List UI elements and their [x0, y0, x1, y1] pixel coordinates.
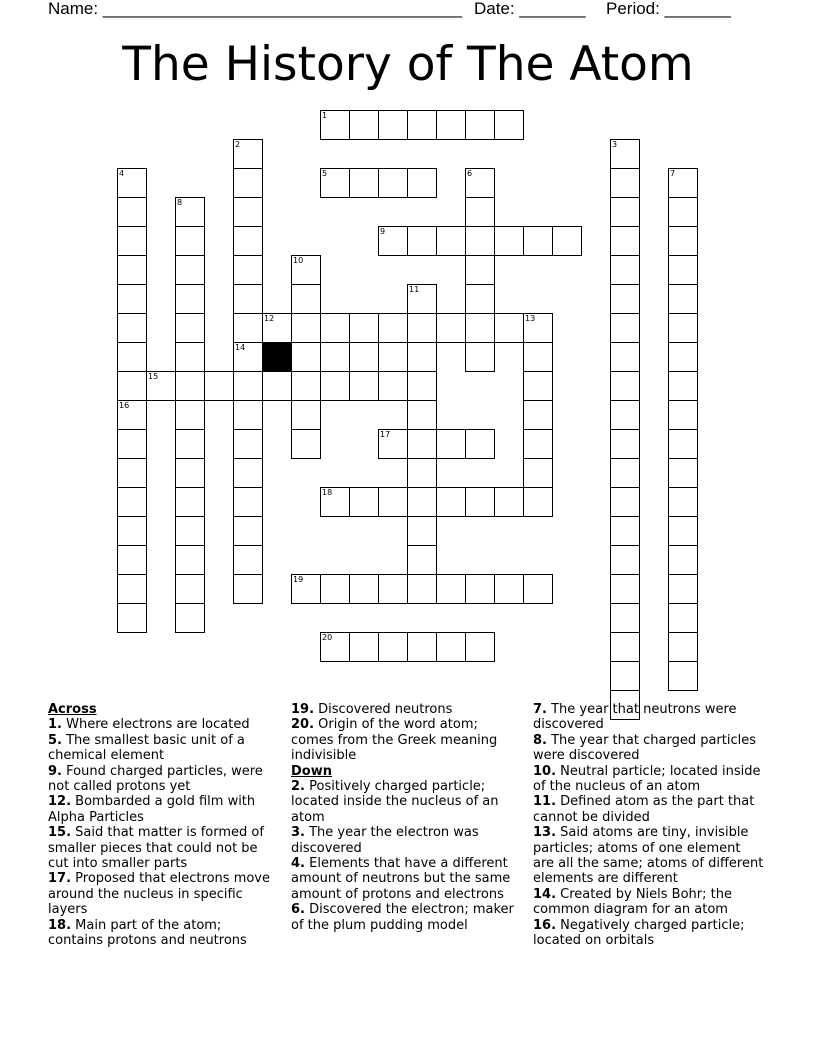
- answer-square[interactable]: [407, 574, 437, 604]
- clue-number: 3: [612, 140, 618, 149]
- answer-square[interactable]: [465, 226, 495, 256]
- answer-square[interactable]: [378, 574, 408, 604]
- clue-number: 16: [119, 401, 130, 410]
- clue-number-label: 1.: [48, 717, 62, 733]
- answer-square[interactable]: [291, 574, 321, 604]
- answer-square[interactable]: [523, 342, 553, 372]
- answer-square[interactable]: [610, 342, 640, 372]
- clue-text: Discovered the electron; maker of the plum pudding model: [291, 902, 514, 933]
- answer-square[interactable]: [465, 255, 495, 285]
- answer-square[interactable]: [407, 458, 437, 488]
- answer-square[interactable]: [233, 487, 263, 517]
- answer-square[interactable]: [262, 371, 292, 401]
- clues-column-1: [48, 702, 280, 949]
- answer-square[interactable]: [668, 603, 698, 633]
- answer-square[interactable]: [262, 313, 292, 343]
- clue-number: 15: [148, 372, 159, 381]
- answer-square[interactable]: [233, 255, 263, 285]
- answer-square[interactable]: [320, 371, 350, 401]
- answer-square[interactable]: [610, 284, 640, 314]
- clue-text: Main part of the atom; contains protons and neutrons: [48, 917, 247, 949]
- clue-item: [291, 856, 523, 902]
- answer-square[interactable]: [291, 342, 321, 372]
- clue-text: Said atoms are tiny, invisible particles; atoms of one element are all the same; atoms of different elements are different: [533, 825, 764, 887]
- answer-square[interactable]: [175, 516, 205, 546]
- answer-square[interactable]: [668, 574, 698, 604]
- clue-number: 17: [380, 430, 391, 439]
- answer-square[interactable]: [407, 545, 437, 575]
- answer-square[interactable]: [610, 458, 640, 488]
- answer-square[interactable]: [117, 603, 147, 633]
- clue-item: [291, 717, 523, 763]
- answer-square[interactable]: [175, 574, 205, 604]
- clue-number-label: 20.: [291, 717, 315, 733]
- clue-text: The year the electron was discovered: [291, 825, 479, 856]
- answer-square[interactable]: [233, 313, 263, 343]
- answer-square[interactable]: [523, 400, 553, 430]
- answer-square[interactable]: [117, 429, 147, 459]
- clues-column-3: [533, 702, 765, 949]
- clue-text: Created by Niels Bohr; the common diagram for an atom: [533, 886, 732, 918]
- clue-number-label: 17.: [48, 871, 72, 887]
- answer-square[interactable]: [233, 284, 263, 314]
- clue-number-label: 19.: [291, 702, 315, 717]
- clue-number-label: 3.: [291, 825, 305, 841]
- answer-square[interactable]: [465, 168, 495, 198]
- answer-square[interactable]: [175, 313, 205, 343]
- black-square: [262, 342, 292, 372]
- answer-square[interactable]: [436, 574, 466, 604]
- answer-square[interactable]: [494, 574, 524, 604]
- answer-square[interactable]: [378, 313, 408, 343]
- answer-square[interactable]: [349, 487, 379, 517]
- answer-square[interactable]: [378, 110, 408, 140]
- answer-square[interactable]: [175, 429, 205, 459]
- answer-square[interactable]: [610, 168, 640, 198]
- answer-square[interactable]: [320, 487, 350, 517]
- clue-text: Bombarded a gold film with Alpha Particles: [48, 794, 256, 825]
- answer-square[interactable]: [610, 197, 640, 227]
- answer-square[interactable]: [668, 168, 698, 198]
- answer-square[interactable]: [175, 371, 205, 401]
- answer-square[interactable]: [117, 226, 147, 256]
- answer-square[interactable]: [668, 226, 698, 256]
- clue-text: Negatively charged particle; located on orbitals: [533, 917, 745, 949]
- clue-item: [48, 794, 280, 825]
- period-field[interactable]: Period: _______: [606, 0, 731, 18]
- answer-square[interactable]: [320, 574, 350, 604]
- answer-square[interactable]: [349, 313, 379, 343]
- answer-square[interactable]: [610, 516, 640, 546]
- clue-item: [533, 794, 765, 825]
- clue-text: Discovered neutrons: [314, 702, 453, 717]
- clue-number-label: 15.: [48, 825, 72, 841]
- clue-item: [291, 779, 523, 825]
- answer-square[interactable]: [175, 400, 205, 430]
- answer-square[interactable]: [378, 226, 408, 256]
- answer-square[interactable]: [233, 226, 263, 256]
- down-heading: Down: [291, 763, 332, 779]
- clue-number: 7: [670, 169, 676, 178]
- clue-number: 6: [467, 169, 473, 178]
- clue-text: Elements that have a different amount of neutrons but the same amount of protons and electrons: [291, 856, 511, 902]
- clue-number: 11: [409, 285, 420, 294]
- answer-square[interactable]: [668, 458, 698, 488]
- clue-number: 18: [322, 488, 333, 497]
- answer-square[interactable]: [291, 400, 321, 430]
- answer-square[interactable]: [436, 429, 466, 459]
- answer-square[interactable]: [465, 197, 495, 227]
- answer-square[interactable]: [320, 632, 350, 662]
- clue-item: [48, 871, 280, 917]
- clues-column-2: [291, 702, 523, 933]
- answer-square[interactable]: [668, 371, 698, 401]
- answer-square[interactable]: [610, 632, 640, 662]
- answer-square[interactable]: [233, 516, 263, 546]
- answer-square[interactable]: [233, 574, 263, 604]
- answer-square[interactable]: [436, 226, 466, 256]
- answer-square[interactable]: [349, 110, 379, 140]
- answer-square[interactable]: [668, 632, 698, 662]
- answer-square[interactable]: [523, 371, 553, 401]
- answer-square[interactable]: [436, 632, 466, 662]
- answer-square[interactable]: [378, 371, 408, 401]
- answer-square[interactable]: [291, 284, 321, 314]
- answer-square[interactable]: [117, 168, 147, 198]
- answer-square[interactable]: [668, 342, 698, 372]
- clue-number: 12: [264, 314, 275, 323]
- clue-text: Defined atom as the part that cannot be divided: [533, 794, 755, 825]
- answer-square[interactable]: [407, 632, 437, 662]
- answer-square[interactable]: [610, 574, 640, 604]
- answer-square[interactable]: [233, 458, 263, 488]
- down-clue-list: [291, 779, 523, 933]
- clue-item: [533, 825, 765, 887]
- answer-square[interactable]: [320, 313, 350, 343]
- across-heading: Across: [48, 702, 97, 717]
- answer-square[interactable]: [523, 429, 553, 459]
- answer-square[interactable]: [378, 429, 408, 459]
- answer-square[interactable]: [407, 168, 437, 198]
- answer-square[interactable]: [378, 342, 408, 372]
- answer-square[interactable]: [610, 226, 640, 256]
- answer-square[interactable]: [175, 284, 205, 314]
- answer-square[interactable]: [291, 255, 321, 285]
- clue-item: [533, 702, 765, 733]
- answer-square[interactable]: [465, 284, 495, 314]
- answer-square[interactable]: [494, 226, 524, 256]
- clue-item: [291, 902, 523, 933]
- clue-text: Neutral particle; located inside of the nucleus of an atom: [533, 763, 761, 795]
- clue-number-label: 4.: [291, 856, 305, 872]
- answer-square[interactable]: [407, 516, 437, 546]
- clue-number-label: 9.: [48, 763, 62, 779]
- answer-square[interactable]: [407, 342, 437, 372]
- answer-square[interactable]: [233, 545, 263, 575]
- clue-number-label: 13.: [533, 825, 557, 841]
- clue-number-label: 7.: [533, 702, 547, 717]
- answer-square[interactable]: [407, 487, 437, 517]
- clue-item: [533, 887, 765, 918]
- answer-square[interactable]: [175, 197, 205, 227]
- clue-item: [48, 918, 280, 949]
- answer-square[interactable]: [407, 429, 437, 459]
- answer-square[interactable]: [610, 400, 640, 430]
- answer-square[interactable]: [233, 371, 263, 401]
- across-clue-list: [48, 717, 280, 948]
- answer-square[interactable]: [465, 342, 495, 372]
- answer-square[interactable]: [494, 487, 524, 517]
- clue-number: 9: [380, 227, 386, 236]
- answer-square[interactable]: [668, 661, 698, 691]
- answer-square[interactable]: [610, 371, 640, 401]
- clue-item: [533, 733, 765, 764]
- answer-square[interactable]: [523, 226, 553, 256]
- answer-square[interactable]: [117, 313, 147, 343]
- answer-square[interactable]: [233, 400, 263, 430]
- answer-square[interactable]: [233, 429, 263, 459]
- answer-square[interactable]: [175, 226, 205, 256]
- answer-square[interactable]: [668, 284, 698, 314]
- answer-square[interactable]: [175, 603, 205, 633]
- answer-square[interactable]: [407, 371, 437, 401]
- answer-square[interactable]: [668, 545, 698, 575]
- answer-square[interactable]: [291, 313, 321, 343]
- answer-square[interactable]: [349, 632, 379, 662]
- clue-item: [291, 825, 523, 856]
- answer-square[interactable]: [378, 632, 408, 662]
- clue-text: The year that neutrons were discovered: [533, 702, 737, 733]
- clue-number-label: 6.: [291, 902, 305, 918]
- answer-square[interactable]: [175, 342, 205, 372]
- clue-item: [533, 764, 765, 795]
- answer-square[interactable]: [465, 632, 495, 662]
- answer-square[interactable]: [668, 516, 698, 546]
- answer-square[interactable]: [175, 545, 205, 575]
- clue-text: The smallest basic unit of a chemical element: [48, 732, 245, 764]
- answer-square[interactable]: [146, 371, 176, 401]
- clue-number: 14: [235, 343, 246, 352]
- clue-number-label: 10.: [533, 763, 557, 779]
- answer-square[interactable]: [610, 313, 640, 343]
- answer-square[interactable]: [117, 255, 147, 285]
- name-field[interactable]: Name: ______________________________________: [48, 0, 463, 18]
- answer-square[interactable]: [610, 603, 640, 633]
- clue-number-label: 8.: [533, 732, 547, 748]
- answer-square[interactable]: [117, 400, 147, 430]
- clue-number: 4: [119, 169, 125, 178]
- answer-square[interactable]: [465, 429, 495, 459]
- answer-square[interactable]: [378, 487, 408, 517]
- clue-number: 8: [177, 198, 183, 207]
- answer-square[interactable]: [610, 487, 640, 517]
- answer-square[interactable]: [117, 487, 147, 517]
- answer-square[interactable]: [320, 168, 350, 198]
- answer-square[interactable]: [523, 574, 553, 604]
- answer-square[interactable]: [407, 226, 437, 256]
- answer-square[interactable]: [117, 516, 147, 546]
- answer-square[interactable]: [494, 110, 524, 140]
- across-clue-list-continued: [291, 702, 523, 764]
- answer-square[interactable]: [668, 255, 698, 285]
- answer-square[interactable]: [668, 429, 698, 459]
- answer-square[interactable]: [407, 400, 437, 430]
- answer-square[interactable]: [320, 110, 350, 140]
- answer-square[interactable]: [349, 574, 379, 604]
- answer-square[interactable]: [117, 574, 147, 604]
- date-field[interactable]: Date: _______: [474, 0, 586, 18]
- answer-square[interactable]: [610, 429, 640, 459]
- answer-square[interactable]: [117, 342, 147, 372]
- answer-square[interactable]: [436, 110, 466, 140]
- answer-square[interactable]: [175, 487, 205, 517]
- page-title: The History of The Atom: [122, 37, 694, 92]
- clue-text: Said that matter is formed of smaller pieces that could not be cut into smaller parts: [48, 825, 264, 872]
- answer-square[interactable]: [668, 400, 698, 430]
- answer-square[interactable]: [436, 313, 466, 343]
- answer-square[interactable]: [117, 458, 147, 488]
- answer-square[interactable]: [668, 313, 698, 343]
- clue-number-label: 14.: [533, 886, 557, 902]
- answer-square[interactable]: [523, 487, 553, 517]
- clue-text: Proposed that electrons move around the nucleus in specific layers: [48, 871, 270, 918]
- answer-square[interactable]: [668, 487, 698, 517]
- answer-square[interactable]: [523, 458, 553, 488]
- clue-number: 2: [235, 140, 241, 149]
- answer-square[interactable]: [175, 458, 205, 488]
- clue-number-label: 12.: [48, 794, 72, 810]
- answer-square[interactable]: [610, 255, 640, 285]
- clue-text: Positively charged particle; located inside the nucleus of an atom: [291, 779, 499, 825]
- answer-square[interactable]: [117, 371, 147, 401]
- clue-item: [48, 717, 280, 732]
- answer-square[interactable]: [465, 487, 495, 517]
- clue-text: Found charged particles, were not called protons yet: [48, 763, 263, 795]
- clue-number-label: 2.: [291, 779, 305, 795]
- answer-square[interactable]: [465, 110, 495, 140]
- answer-square[interactable]: [233, 197, 263, 227]
- answer-square[interactable]: [117, 284, 147, 314]
- answer-square[interactable]: [465, 313, 495, 343]
- answer-square[interactable]: [320, 342, 350, 372]
- clue-number-label: 18.: [48, 917, 72, 933]
- clue-number: 19: [293, 575, 304, 584]
- answer-square[interactable]: [610, 661, 640, 691]
- answer-square[interactable]: [436, 487, 466, 517]
- answer-square[interactable]: [117, 545, 147, 575]
- answer-square[interactable]: [407, 110, 437, 140]
- clue-item: [48, 764, 280, 795]
- answer-square[interactable]: [349, 168, 379, 198]
- clue-number-label: 5.: [48, 732, 62, 748]
- answer-square[interactable]: [349, 371, 379, 401]
- answer-square[interactable]: [494, 313, 524, 343]
- answer-square[interactable]: [117, 197, 147, 227]
- answer-square[interactable]: [349, 342, 379, 372]
- clue-item: [533, 918, 765, 949]
- answer-square[interactable]: [175, 255, 205, 285]
- answer-square[interactable]: [610, 545, 640, 575]
- clue-number: 10: [293, 256, 304, 265]
- answer-square[interactable]: [523, 313, 553, 343]
- down-clue-list-continued: [533, 702, 765, 949]
- answer-square[interactable]: [204, 371, 234, 401]
- answer-square[interactable]: [668, 197, 698, 227]
- clue-number: 5: [322, 169, 328, 178]
- clue-text: Where electrons are located: [61, 717, 250, 733]
- clue-number: 13: [525, 314, 536, 323]
- clue-text: The year that charged particles were discovered: [533, 732, 756, 764]
- clue-text: Origin of the word atom; comes from the Greek meaning indivisible: [291, 717, 498, 764]
- answer-square[interactable]: [552, 226, 582, 256]
- clue-number-label: 16.: [533, 917, 557, 933]
- clue-number: 20: [322, 633, 333, 642]
- clue-number-label: 11.: [533, 794, 557, 810]
- clue-item: [291, 702, 523, 717]
- answer-square[interactable]: [610, 139, 640, 169]
- answer-square[interactable]: [407, 313, 437, 343]
- clue-item: [48, 825, 280, 871]
- answer-square[interactable]: [378, 168, 408, 198]
- answer-square[interactable]: [233, 168, 263, 198]
- clue-item: [48, 733, 280, 764]
- answer-square[interactable]: [233, 139, 263, 169]
- answer-square[interactable]: [291, 429, 321, 459]
- answer-square[interactable]: [291, 371, 321, 401]
- clue-number: 1: [322, 111, 328, 120]
- answer-square[interactable]: [233, 342, 263, 372]
- answer-square[interactable]: [465, 574, 495, 604]
- answer-square[interactable]: [407, 284, 437, 314]
